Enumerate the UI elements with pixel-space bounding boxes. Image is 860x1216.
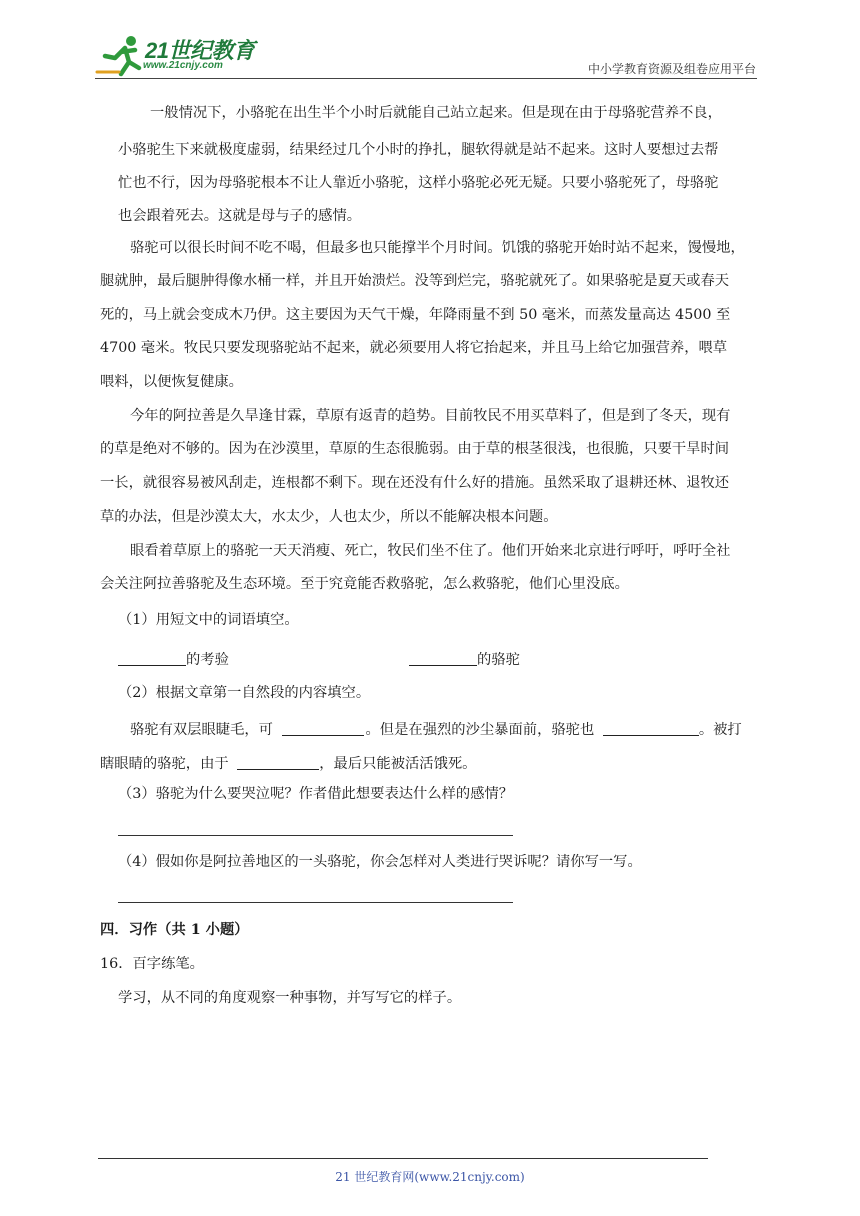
passage-p2-line3: 死的，马上就会变成木乃伊。这主要因为天气干燥，年降雨量不到 50 毫米，而蒸发量高达 4500 至 <box>100 307 731 323</box>
logo <box>95 34 260 78</box>
blank-b-suffix: 的骆驼 <box>477 652 520 668</box>
question-4: （4）假如你是阿拉善地区的一头骆驼，你会怎样对人类进行哭诉呢？请你写一写。 <box>118 854 642 870</box>
passage-p3-line1: 今年的阿拉善是久旱逢甘霖，草原有返青的趋势。目前牧民不用买草料了，但是到了冬天，现有 <box>130 408 731 424</box>
passage-p2-line4: 4700 毫米。牧民只要发现骆驼站不起来，就必须要用人将它抬起来，并且马上给它加强营养，喂草 <box>100 340 728 356</box>
platform-name: 中小学教育资源及组卷应用平台 <box>587 62 756 76</box>
passage-p2-line1: 骆驼可以很长时间不吃不喝，但最多也只能撑半个月时间。饥饿的骆驼开始时站不起来，馒慢地， <box>130 240 745 256</box>
passage-p4-line1: 眼看着草原上的骆驼一天天消瘦、死亡，牧民们坐不住了。他们开始来北京进行呼吁，呼吁全社 <box>130 543 731 559</box>
fill-blank[interactable] <box>237 755 319 770</box>
q2-text-d: 瞎眼睛的骆驼，由于 <box>100 756 229 772</box>
fill-blank[interactable] <box>409 651 477 666</box>
logo-brand-text: 21世纪教育 <box>145 38 255 63</box>
passage-p3-line4: 草的办法，但是沙漠太大，水太少，人也太少，所以不能解决根本问题。 <box>100 509 558 525</box>
page-header <box>0 0 860 80</box>
passage-p2-line2: 腿就肿，最后腿肿得像水桶一样，并且开始溃烂。没等到烂完，骆驼就死了。如果骆驼是夏天或春天 <box>100 273 730 289</box>
question-16: 16．百字练笔。 <box>100 956 204 972</box>
question-2-line1 <box>130 719 742 739</box>
passage-p2-line5: 喂料，以便恢复健康。 <box>100 374 243 390</box>
question-1: （1）用短文中的词语填空。 <box>118 612 299 628</box>
q2-text-c: 。被打 <box>698 722 742 738</box>
fill-blank[interactable] <box>282 721 364 736</box>
passage-p3-line2: 的草是绝对不够的。因为在沙漠里，草原的生态很脆弱。由于草的根茎很浅，也很脆，只要干旱时间 <box>100 441 730 457</box>
question-1-blank-b <box>409 649 520 669</box>
answer-line-q4[interactable] <box>118 902 513 903</box>
passage-p3-line3: 一长，就很容易被风刮走，连根都不剩下。现在还没有什么好的措施。虽然采取了退耕还林、退牧还 <box>100 475 730 491</box>
q2-text-a: 骆驼有双层眼睫毛，可 <box>130 722 273 738</box>
passage-p1-line4: 也会跟着死去。这就是母与子的感情。 <box>118 208 362 224</box>
passage-p4-line2: 会关注阿拉善骆驼及生态环境。至于究竟能否救骆驼，怎么救骆驼，他们心里没底。 <box>100 576 629 592</box>
blank-a-suffix: 的考验 <box>186 652 229 668</box>
q2-text-b: 。但是在强烈的沙尘暴面前，骆驼也 <box>365 722 595 738</box>
passage-p1-line3: 忙也不行，因为母骆驼根本不让人靠近小骆驼，这样小骆驼必死无疑。只要小骆驼死了，母骆驼 <box>118 175 719 191</box>
footer-text: 21 世纪教育网(www.21cnjy.com) <box>335 1170 525 1184</box>
logo-url-text: www.21cnjy.com <box>143 60 223 71</box>
passage-p1-line1: 一般情况下，小骆驼在出生半个小时后就能自己站立起来。但是现在由于母骆驼营养不良， <box>150 105 722 121</box>
question-1-blank-a <box>118 649 229 669</box>
answer-line-q3[interactable] <box>118 835 513 836</box>
header-divider <box>95 78 757 79</box>
question-2: （2）根据文章第一自然段的内容填空。 <box>118 685 371 701</box>
fill-blank[interactable] <box>118 651 186 666</box>
question-3: （3）骆驼为什么要哭泣呢？作者借此想要表达什么样的感情？ <box>118 786 514 802</box>
question-2-line2 <box>100 753 476 773</box>
question-16-text: 学习，从不同的角度观察一种事物，并写写它的样子。 <box>118 990 462 1006</box>
q2-text-e: ，最后只能被活活饿死。 <box>319 756 477 772</box>
fill-blank[interactable] <box>603 721 699 736</box>
section-4-title: 四．习作（共 1 小题） <box>100 922 249 938</box>
passage-p1-line2: 小骆驼生下来就极度虚弱，结果经过几个小时的挣扎，腿软得就是站不起来。这时人要想过去帮 <box>118 142 719 158</box>
runner-logo-icon <box>95 34 147 78</box>
footer-divider <box>98 1158 708 1159</box>
